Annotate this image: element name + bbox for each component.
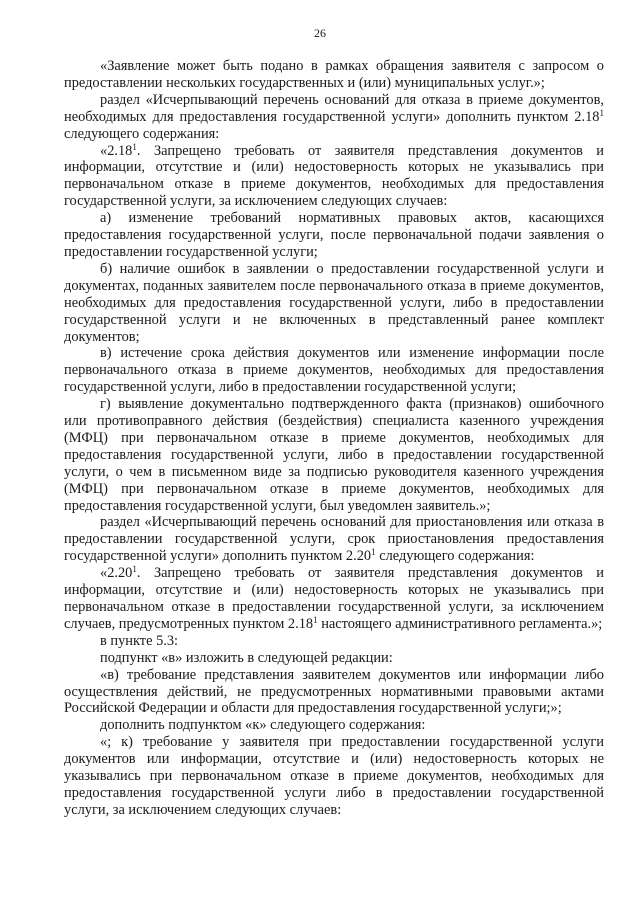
text-run: раздел «Исчерпывающий перечень оснований для приостановления или отказа в предоставлении государственной услуги, срок приостановления предоставления государственной услуги» дополнить пунктом 2.20	[64, 514, 604, 565]
paragraph-p2	[64, 92, 604, 143]
paragraph-p5	[64, 261, 604, 346]
text-run: следующего содержания:	[64, 125, 220, 142]
text-run: подпункт «в» изложить в следующей редакции:	[100, 649, 393, 666]
paragraph-p1	[64, 58, 604, 92]
text-run: г) выявление документально подтвержденного факта (признаков) ошибочного или противоправного действия (бездействия) специалиста казенного учреждения (МФЦ) при первоначальном отказе в приеме документов, необходимых для предоставления государственной услуги, либо в предоставлении государственной услуги, о чем в письменном виде за подписью руководителя казенного учреждения (МФЦ) при первоначальном отказе в приеме документов, необходимых для предоставления государственной услуги, был уведомлен заявитель.»;	[64, 396, 604, 514]
document-body	[64, 58, 604, 819]
paragraph-p8	[64, 514, 604, 565]
text-run: раздел «Исчерпывающий перечень оснований для отказа в приеме документов, необходимых для предоставления государственной услуги» дополнить пунктом 2.18	[64, 91, 604, 125]
paragraph-p13	[64, 717, 604, 734]
paragraph-p11	[64, 650, 604, 667]
text-run: «Заявление может быть подано в рамках обращения заявителя с запросом о предоставлении нескольких государственных и (или) муниципальных услуг.»;	[64, 58, 604, 91]
superscript: 1	[313, 614, 318, 625]
paragraph-p12	[64, 667, 604, 718]
page-number: 26	[314, 26, 326, 40]
superscript: 1	[599, 107, 604, 118]
paragraph-p14	[64, 734, 604, 819]
text-run: в пункте 5.3:	[100, 632, 179, 649]
text-run: . Запрещено требовать от заявителя представления документов и информации, отсутствие и (или) недостоверность которых не указывались при первоначальном отказе в предоставлении государственной услуги, за исключением случаев, предусмотренных пунктом 2.18	[64, 565, 604, 632]
paragraph-p6	[64, 345, 604, 396]
paragraph-p4	[64, 210, 604, 261]
superscript: 1	[132, 141, 137, 152]
text-run: а) изменение требований нормативных правовых актов, касающихся предоставления государственной услуги, после первоначальной подачи заявления о предоставлении государственной услуги;	[64, 210, 604, 260]
superscript: 1	[371, 547, 376, 558]
text-run: б) наличие ошибок в заявлении о предоставлении государственной услуги и документах, поданных заявителем после первоначального отказа в приеме документов, необходимых для предоставления государственной услуги, либо в предоставлении государственной услуги и не включенных в представленный ранее комплект документов;	[64, 260, 604, 345]
superscript: 1	[132, 564, 137, 575]
paragraph-p10	[64, 633, 604, 650]
text-run: в) истечение срока действия документов или изменение информации после первоначального отказа в приеме документов, необходимых для предоставления государственной услуги, либо в предоставлении государственной услуги;	[64, 345, 604, 396]
text-run: следующего содержания:	[375, 548, 535, 565]
text-run: «2.20	[100, 565, 133, 582]
text-run: . Запрещено требовать от заявителя представления документов и информации, отсутствие и (или) недостоверность которых не указывались при первоначальном отказе в приеме документов, необходимых для предоставления государственной услуги, за исключением следующих случаев:	[64, 142, 604, 210]
text-run: дополнить подпунктом «к» следующего содержания:	[100, 717, 426, 734]
text-run: настоящего административного регламента.»;	[317, 615, 603, 632]
text-run: «в) требование представления заявителем документов или информации либо осуществления действий, не предусмотренных нормативными правовыми актами Российской Федерации и области для предоставления государственной услуги;»;	[64, 666, 604, 717]
paragraph-p9	[64, 565, 604, 633]
text-run: «2.18	[100, 142, 133, 159]
text-run: «; к) требование у заявителя при предоставлении государственной услуги документов или информации, отсутствие и (или) недостоверность которых не указывались при первоначальном отказе в приеме документов, необходимых для предоставления государственной услуги либо в предоставлении государственной услуги, за исключением следующих случаев:	[64, 734, 604, 818]
paragraph-p3	[64, 143, 604, 211]
paragraph-p7	[64, 396, 604, 514]
